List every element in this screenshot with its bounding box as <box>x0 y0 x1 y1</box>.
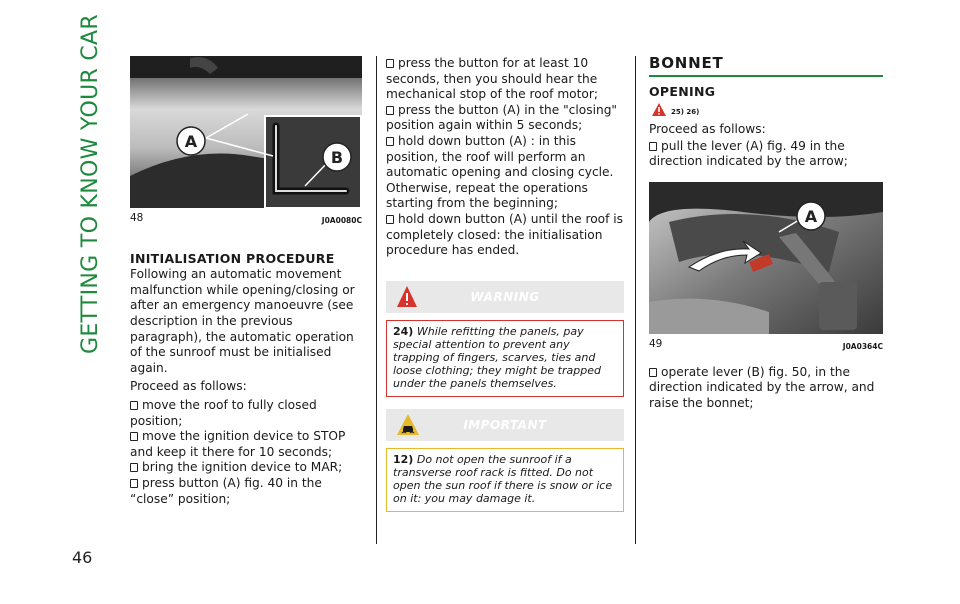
list-item: hold down button (A) until the roof is completely closed: the initialisation procedure has ended. <box>386 211 624 258</box>
list-item: bring the ignition device to MAR; <box>130 460 362 476</box>
list-item: press the button for at least 10 seconds, then you should hear the mechanical stop of the roof motor; <box>386 56 598 102</box>
warning-ref-numbers: 25) 26) <box>671 108 700 117</box>
label-b-text: B <box>330 148 344 167</box>
column-divider <box>635 56 636 544</box>
figure-number: 49 <box>649 337 663 350</box>
label-a-text: A <box>804 206 818 226</box>
list-item: press button (A) fig. 40 in the “close” position; <box>130 475 322 506</box>
bullet-icon <box>130 401 138 410</box>
section-heading: BONNET <box>649 54 724 72</box>
warning-title: WARNING <box>470 289 540 304</box>
bullet-icon <box>130 432 138 441</box>
list-item: move the ignition device to STOP and keep it there for 10 seconds; <box>130 429 346 459</box>
sunroof-figure-image <box>130 56 362 208</box>
warning-reference <box>649 102 883 120</box>
figure-code: J0A0080C <box>321 216 362 225</box>
important-header <box>386 409 624 441</box>
bullet-icon <box>649 368 657 377</box>
bullet-icon <box>130 463 138 472</box>
important-box <box>386 448 624 512</box>
label-a-text: A <box>184 132 198 151</box>
warning-text: While refitting the panels, pay special attention to prevent any trapping of fingers, scarves, ties and loose clothing; they might be trapped under the panels themselves. <box>393 324 601 390</box>
bullet-icon <box>386 215 394 224</box>
column-2 <box>386 56 624 512</box>
bullet-icon <box>386 106 394 115</box>
bonnet-lever-figure-image <box>649 182 883 334</box>
important-text: Do not open the sunroof if a transverse roof rack is fitted. Do not open the sun roof if there is snow or ice on it: you may damage it. <box>393 452 613 505</box>
list-item: move the roof to fully closed position; <box>130 397 317 428</box>
side-section-title: GETTING TO KNOW YOUR CAR <box>78 14 103 354</box>
bullet-icon <box>386 59 394 68</box>
subsection-heading: OPENING <box>649 83 716 99</box>
heading-rule <box>649 75 883 77</box>
page-number: 46 <box>72 548 93 567</box>
body-paragraph: Proceed as follows: <box>130 379 247 394</box>
warning-number: 24) <box>393 324 414 338</box>
column-3 <box>649 56 883 411</box>
important-number: 12) <box>393 452 414 466</box>
important-title: IMPORTANT <box>463 417 547 432</box>
bullet-icon <box>386 137 394 146</box>
warning-header <box>386 281 624 313</box>
list-item: operate lever (B) fig. 50, in the direction indicated by the arrow, and raise the bonnet; <box>649 364 875 410</box>
bullet-icon <box>649 142 657 151</box>
column-divider <box>376 56 377 544</box>
list-item: pull the lever (A) fig. 49 in the direction indicated by the arrow; <box>649 138 848 169</box>
column-1 <box>130 56 362 507</box>
warning-triangle-icon <box>651 102 667 117</box>
body-paragraph: Following an automatic movement malfunction while opening/closing or after an emergency manoeuvre (see description in the previous paragraph), the automatic operation of the sunroof must be initialised again. <box>130 267 355 375</box>
figure-49 <box>649 182 883 355</box>
bullet-icon <box>130 479 138 488</box>
body-paragraph: Proceed as follows: <box>649 122 766 137</box>
figure-code: J0A0364C <box>842 341 883 351</box>
figure-number: 48 <box>130 212 144 224</box>
figure-48 <box>130 56 362 229</box>
section-heading: INITIALISATION PROCEDURE <box>130 250 335 266</box>
warning-box <box>386 320 624 397</box>
list-item: hold down button (A) : in this position, the roof will perform an automatic opening and closing cycle. Otherwise, repeat the operations starting from the beginning; <box>386 133 614 211</box>
list-item: press the button (A) in the "closing" position again within 5 seconds; <box>386 102 618 133</box>
